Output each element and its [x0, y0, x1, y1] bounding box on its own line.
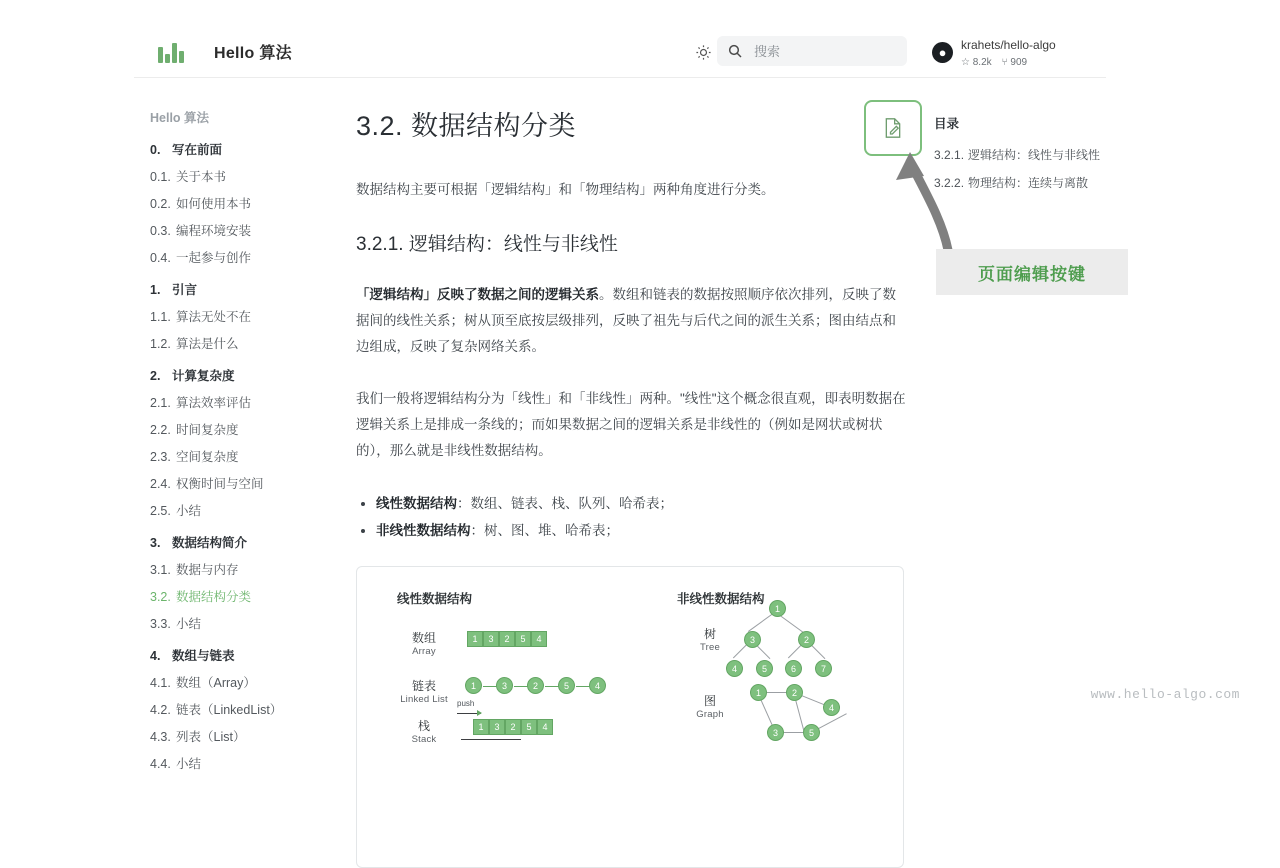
graph-node: 2 — [786, 684, 803, 701]
sidebar-item-num: 0. — [150, 143, 161, 157]
sidebar-item-label: 空间复杂度 — [176, 450, 239, 464]
sidebar-item-num: 2.2. — [150, 423, 171, 437]
sidebar-item-label: 引言 — [172, 283, 198, 297]
sidebar-item-4-2[interactable] — [150, 700, 330, 718]
stack-cell: 1 — [473, 719, 489, 735]
sidebar-item-3-2-active[interactable] — [150, 587, 330, 605]
sidebar-item-num: 1.2. — [150, 337, 171, 351]
sidebar-item-4-3[interactable] — [150, 727, 330, 745]
sidebar-item-num: 1.1. — [150, 310, 171, 324]
sidebar-item-num: 4.4. — [150, 757, 171, 771]
sidebar-item-num: 2.1. — [150, 396, 171, 410]
linkedlist-node: 1 — [465, 677, 482, 694]
repo-forks: ⑂ 909 — [1001, 57, 1028, 68]
array-cell: 2 — [499, 631, 515, 647]
page-title: 3.2. 数据结构分类 — [356, 111, 577, 141]
figure-heading-nonlinear: 非线性数据结构 — [677, 592, 765, 606]
sidebar-item-label: 编程环境安装 — [176, 224, 252, 238]
sidebar-item-num: 0.2. — [150, 197, 171, 211]
figure-label-array: 数组 Array — [411, 631, 436, 657]
sidebar-item-2-4[interactable] — [150, 474, 330, 492]
sidebar-item-1-2[interactable] — [150, 334, 330, 352]
paragraph-1-rest: 。数组和链表的数据按照顺序依次排列，反映了数据间的线性关系；树从顶至底按层级排列，反映了祖先与后代之间的派生关系；图由结点和边组成，反映了复杂网络关系。 — [356, 287, 896, 354]
paragraph-1-bold: 「逻辑结构」反映了数据之间的逻辑关系 — [356, 287, 599, 302]
sidebar-item-2-2[interactable] — [150, 420, 330, 438]
hello-algo-logo-icon[interactable] — [158, 41, 198, 63]
sidebar-item-num: 2. — [150, 369, 161, 383]
sidebar-item-num: 4.3. — [150, 730, 171, 744]
list-item-rest: ：树、图、堆、哈希表； — [470, 523, 619, 538]
sidebar-item-num: 0.1. — [150, 170, 171, 184]
sidebar-item-2[interactable] — [150, 366, 330, 384]
sidebar-item-label: 如何使用本书 — [176, 197, 252, 211]
sidebar-item-1-1[interactable] — [150, 307, 330, 325]
sidebar-item-label: 数据结构简介 — [172, 536, 248, 550]
sidebar-nav — [150, 108, 330, 781]
sidebar-item-label: 一起参与创作 — [176, 251, 252, 265]
sidebar-item-label: 算法效率评估 — [176, 396, 252, 410]
sidebar-item-label: 列表（List） — [176, 730, 246, 744]
list-item-bold: 非线性数据结构 — [376, 523, 471, 538]
sidebar-item-label: 算法无处不在 — [176, 310, 252, 324]
sidebar-title: Hello 算法 — [150, 111, 210, 125]
sidebar-item-num: 3. — [150, 536, 161, 550]
page-edit-icon — [883, 117, 903, 139]
toc-item-num: 3.2.2. — [934, 176, 965, 190]
array-cell: 5 — [515, 631, 531, 647]
sidebar-item-num: 2.5. — [150, 504, 171, 518]
search-icon — [727, 43, 743, 59]
sidebar-item-label: 链表（LinkedList） — [176, 703, 283, 717]
sidebar-item-0-4[interactable] — [150, 248, 330, 266]
figure-array-cells — [467, 631, 547, 647]
figure-stack-cells — [473, 719, 553, 735]
sidebar-item-label: 小结 — [176, 757, 202, 771]
tree-node: 5 — [756, 660, 773, 677]
site-header — [134, 26, 1106, 78]
sidebar-item-label: 算法是什么 — [176, 337, 239, 351]
stack-cell: 2 — [505, 719, 521, 735]
brand-title[interactable]: Hello 算法 — [214, 45, 292, 62]
array-cell: 4 — [531, 631, 547, 647]
sidebar-item-0-1[interactable] — [150, 167, 330, 185]
sidebar-item-4-4[interactable] — [150, 754, 330, 772]
sidebar-item-num: 4.1. — [150, 676, 171, 690]
sidebar-item-num: 0.3. — [150, 224, 171, 238]
sidebar-item-label: 计算复杂度 — [172, 369, 235, 383]
sidebar-item-0-2[interactable] — [150, 194, 330, 212]
tree-node: 4 — [726, 660, 743, 677]
tree-node: 6 — [785, 660, 802, 677]
graph-node: 4 — [823, 699, 840, 716]
linkedlist-node: 2 — [527, 677, 544, 694]
sidebar-item-num: 4.2. — [150, 703, 171, 717]
sidebar-item-3-1[interactable] — [150, 560, 330, 578]
figure-heading-linear: 线性数据结构 — [397, 592, 473, 606]
sidebar-item-0[interactable] — [150, 140, 330, 158]
toc-item-num: 3.2.1. — [934, 148, 965, 162]
sidebar-item-label: 数据与内存 — [176, 563, 239, 577]
figure-label-graph: 图 Graph — [696, 694, 724, 720]
sidebar-item-3[interactable] — [150, 533, 330, 551]
page-edit-button[interactable] — [864, 100, 922, 156]
sidebar-item-num: 0.4. — [150, 251, 171, 265]
sidebar-item-3-3[interactable] — [150, 614, 330, 632]
graph-node: 5 — [803, 724, 820, 741]
linkedlist-node: 5 — [558, 677, 575, 694]
sidebar-item-label: 小结 — [176, 504, 202, 518]
sidebar-item-num: 1. — [150, 283, 161, 297]
toc-title: 目录 — [934, 117, 960, 131]
figure-stack-push-arrow — [457, 713, 481, 714]
sidebar-item-4[interactable] — [150, 646, 330, 664]
sidebar-item-num: 4. — [150, 649, 161, 663]
graph-node: 3 — [767, 724, 784, 741]
sidebar-item-0-3[interactable] — [150, 221, 330, 239]
data-structure-figure — [356, 566, 904, 868]
pointer-arrow-icon — [880, 150, 970, 260]
tree-node: 2 — [798, 631, 815, 648]
sidebar-item-2-5[interactable] — [150, 501, 330, 519]
tree-node: 1 — [769, 600, 786, 617]
array-cell: 1 — [467, 631, 483, 647]
tree-node: 3 — [744, 631, 761, 648]
brightness-icon[interactable] — [690, 40, 716, 64]
list-item-bold: 线性数据结构 — [376, 496, 457, 511]
linkedlist-node: 3 — [496, 677, 513, 694]
list-item-rest: ：数组、链表、栈、队列、哈希表； — [457, 496, 673, 511]
search-input[interactable] — [752, 43, 896, 60]
sidebar-item-label: 权衡时间与空间 — [176, 477, 264, 491]
sidebar-item-num: 2.4. — [150, 477, 171, 491]
stack-cell: 5 — [521, 719, 537, 735]
figure-stack-baseline — [461, 739, 521, 740]
graph-node: 1 — [750, 684, 767, 701]
sidebar-item-4-1[interactable] — [150, 673, 330, 691]
sidebar-item-label: 数组（Array） — [176, 676, 256, 690]
sidebar-item-label: 写在前面 — [172, 143, 223, 157]
sidebar-item-label: 数据结构分类 — [176, 590, 252, 604]
toc-item-label: 逻辑结构：线性与非线性 — [968, 148, 1101, 162]
sidebar-item-label: 小结 — [176, 617, 202, 631]
sidebar-item-label: 时间复杂度 — [176, 423, 239, 437]
paragraph-1 — [356, 282, 908, 360]
figure-label-linkedlist: 链表 Linked List — [400, 679, 448, 705]
main-content — [356, 104, 908, 868]
github-icon: ● — [932, 42, 953, 63]
bullet-list — [356, 490, 908, 544]
linkedlist-node: 4 — [589, 677, 606, 694]
toc-item-label: 物理结构：连续与离散 — [968, 176, 1089, 190]
sidebar-item-label: 数组与链表 — [172, 649, 235, 663]
annotation-callout — [936, 249, 1128, 295]
sidebar-item-1[interactable] — [150, 280, 330, 298]
intro-paragraph: 数据结构主要可根据「逻辑结构」和「物理结构」两种角度进行分类。 — [356, 182, 775, 197]
watermark: www.hello-algo.com — [1090, 687, 1240, 702]
sidebar-item-num: 3.3. — [150, 617, 171, 631]
repo-stars: ☆ 8.2k — [961, 57, 992, 68]
list-item — [376, 517, 908, 544]
tree-node: 7 — [815, 660, 832, 677]
repo-name: krahets/hello-algo — [961, 38, 1056, 52]
sidebar-item-label: 关于本书 — [176, 170, 227, 184]
paragraph-2: 我们一般将逻辑结构分为「线性」和「非线性」两种。"线性"这个概念很直观，即表明数据在逻辑关系上是排成一条线的；而如果数据之间的逻辑关系是非线性的（例如是网状或树状的），那么就是非线性数据结构。 — [356, 391, 906, 458]
stack-cell: 4 — [537, 719, 553, 735]
array-cell: 3 — [483, 631, 499, 647]
sidebar-item-num: 3.2. — [150, 590, 171, 604]
section-title: 3.2.1. 逻辑结构：线性与非线性 — [356, 234, 618, 255]
search-box[interactable] — [717, 36, 907, 66]
sidebar-item-2-1[interactable] — [150, 393, 330, 411]
annotation-callout-text: 页面编辑按键 — [978, 264, 1086, 284]
sidebar-item-2-3[interactable] — [150, 447, 330, 465]
repo-link[interactable] — [932, 35, 1056, 70]
sidebar-item-num: 3.1. — [150, 563, 171, 577]
sidebar-item-num: 2.3. — [150, 450, 171, 464]
figure-label-stack: 栈 Stack — [411, 719, 437, 745]
figure-label-tree: 树 Tree — [700, 627, 720, 653]
list-item — [376, 490, 908, 517]
figure-stack-op-label: push — [457, 699, 475, 708]
stack-cell: 3 — [489, 719, 505, 735]
